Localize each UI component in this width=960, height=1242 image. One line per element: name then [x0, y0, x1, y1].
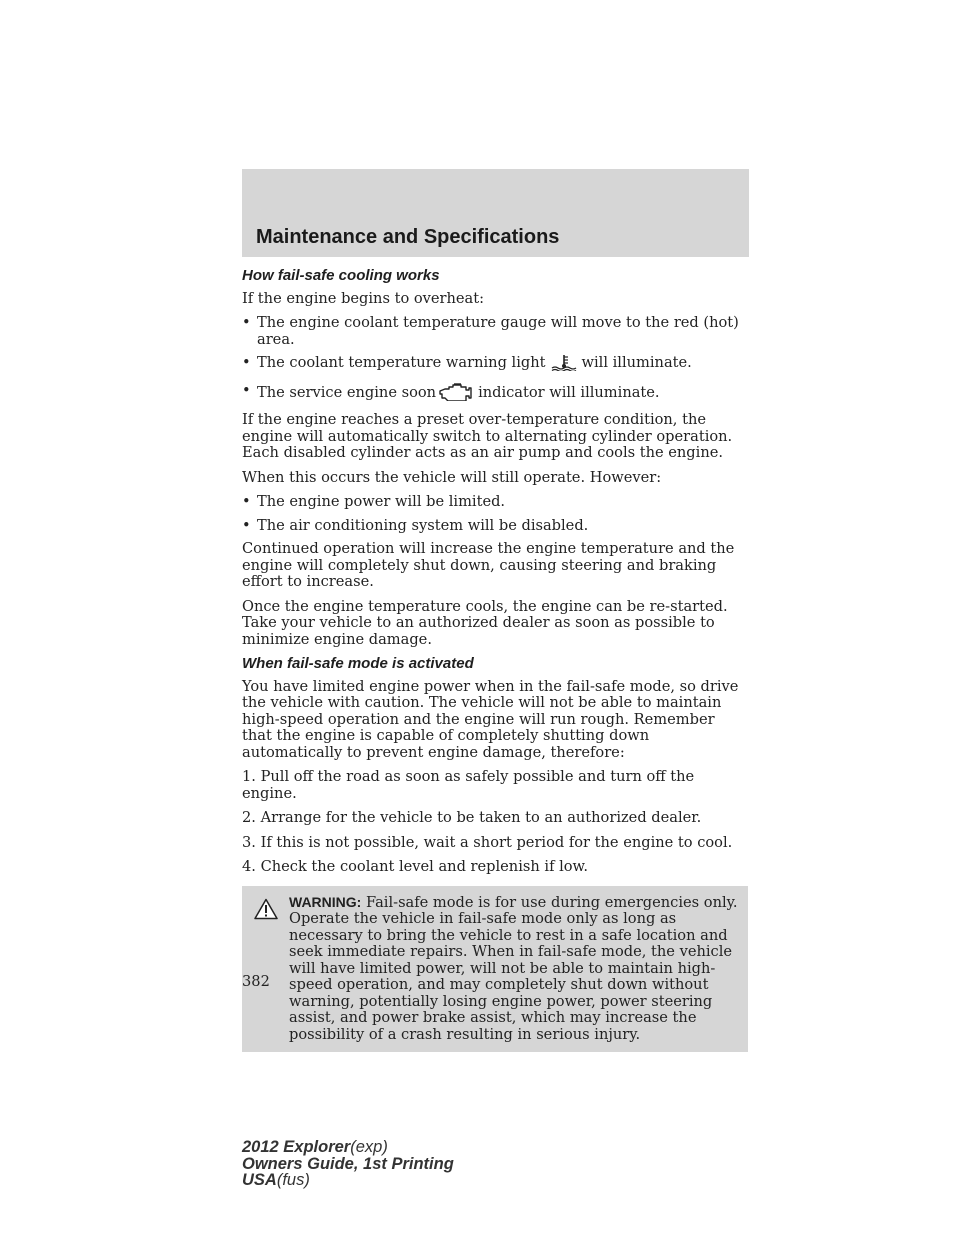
- bullet-power-limited-text: The engine power will be limited.: [257, 493, 506, 510]
- footer-model-code: (exp): [350, 1138, 388, 1156]
- step-2: 2. Arrange for the vehicle to be taken to an authorized dealer.: [242, 809, 702, 826]
- engine-cools-paragraph: Once the engine temperature cools, the engine can be re-started. Take your vehicle to an authorized dealer as soon as possible to minimize engine damage.: [242, 597, 728, 648]
- bullet-dot: •: [242, 314, 251, 331]
- bullet-gauge-text: The engine coolant temperature gauge will move to the red (hot) area.: [257, 314, 739, 348]
- continued-operation-paragraph: Continued operation will increase the engine temperature and the engine will completely shut down, causing steering and braking effort to increase.: [242, 540, 735, 590]
- bullet-service-engine-text: The service engine soon: [257, 383, 437, 401]
- bullet-ac-disabled: [242, 518, 748, 535]
- warning-text: [251, 894, 740, 1044]
- footer-market-code: (fus): [276, 1171, 310, 1189]
- bullet-warning-light-text: The coolant temperature warning light: [257, 354, 546, 371]
- overheat-intro: If the engine begins to overheat:: [242, 289, 485, 307]
- coolant-temperature-icon: [549, 355, 579, 376]
- bullet-dot: •: [242, 354, 251, 371]
- step-3: 3. If this is not possible, wait a short period for the engine to cool.: [242, 833, 733, 851]
- section-title: Maintenance and Specifications: [256, 226, 560, 248]
- page-number: 382: [242, 973, 270, 990]
- bullet-ac-disabled-text: The air conditioning system will be disabled.: [257, 516, 589, 534]
- footer-line-2: Owners Guide, 1st Printing: [242, 1154, 454, 1173]
- bullet-warning-light-suffix: will illuminate.: [581, 354, 692, 371]
- footer-model: 2012 Explorer: [242, 1138, 351, 1156]
- bullet-gauge: [242, 315, 748, 348]
- heading-how-fail-safe-cooling-works: How fail-safe cooling works: [242, 267, 440, 284]
- footer-line-3: [242, 1172, 454, 1189]
- limited-power-paragraph: You have limited engine power when in the fail-safe mode, so drive the vehicle with caution. The vehicle will not be able to maintain high-speed operation and the engine will run rough. Remember that the engine is capable of completely shutting down automatically to prevent engine damage, therefore:: [242, 677, 739, 761]
- warning-label: WARNING:: [289, 893, 362, 910]
- bullet-service-engine: [242, 383, 748, 406]
- warning-box: [242, 886, 748, 1053]
- print-footer: [242, 1139, 454, 1189]
- page-content: [242, 268, 748, 1052]
- check-engine-icon: [439, 383, 475, 406]
- over-temperature-paragraph: If the engine reaches a preset over-temperature condition, the engine will automatically switch to alternating cylinder operation. Each disabled cylinder acts as an air pump and cools the engine.: [242, 411, 733, 461]
- warning-triangle-icon: [254, 898, 278, 925]
- footer-line-1: [242, 1139, 454, 1156]
- step-4: 4. Check the coolant level and replenish if low.: [242, 858, 588, 875]
- section-header-band: [242, 169, 749, 257]
- bullet-warning-light: [242, 355, 748, 376]
- bullet-service-engine-suffix: indicator will illuminate.: [478, 383, 660, 401]
- bullet-power-limited: [242, 494, 748, 511]
- step-1: 1. Pull off the road as soon as safely possible and turn off the engine.: [242, 768, 695, 802]
- bullet-dot: •: [242, 381, 251, 399]
- bullet-dot: •: [242, 493, 251, 510]
- bullet-dot: •: [242, 516, 251, 534]
- footer-market: USA: [242, 1171, 277, 1189]
- still-operate-paragraph: When this occurs the vehicle will still operate. However:: [242, 468, 662, 486]
- heading-fail-safe-mode-activated: When fail-safe mode is activated: [242, 655, 474, 672]
- warning-body: Fail-safe mode is for use during emergencies only. Operate the vehicle in fail-safe mode only as long as necessary to bring the vehicle to rest in a safe location and seek immediate repairs. When in fail-safe mode, the vehicle will have limited power, will not be able to maintain high-speed operation, and may completely shut down without warning, potentially losing engine power, power steering assist, and power brake assist, which may increase the possibility of a crash resulting in serious injury.: [289, 893, 738, 1043]
